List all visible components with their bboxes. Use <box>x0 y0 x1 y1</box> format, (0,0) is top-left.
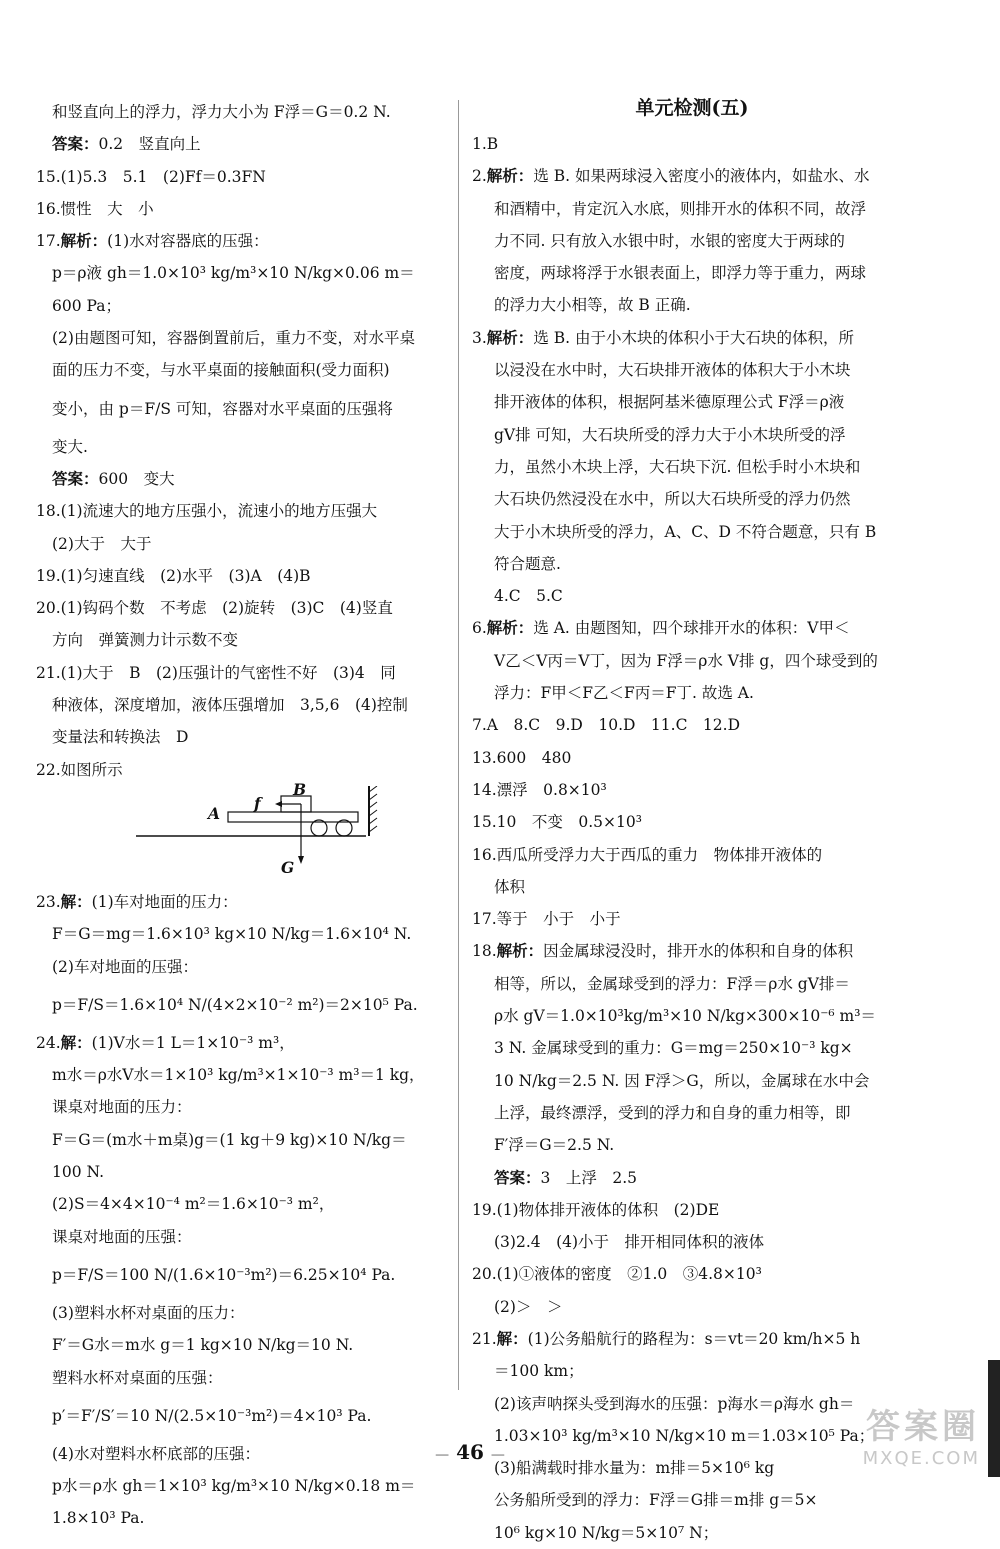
text-line: 10⁶ kg×10 N/kg＝5×10⁷ N； <box>494 1523 719 1542</box>
text-line: (3)船满载时排水量为：m排＝5×10⁶ kg <box>494 1459 775 1478</box>
page-edge-shadow <box>988 1360 1000 1477</box>
label-g: G <box>281 857 295 877</box>
text-line: ＝100 km； <box>494 1362 584 1381</box>
text-line: 力不同. 只有放入水银中时，水银的密度大于两球的 <box>494 231 845 250</box>
text-line: p水＝ρ水 gh＝1×10³ kg/m³×10 N/kg×0.18 m＝ <box>52 1477 416 1496</box>
text-line: 21.解：(1)公务船航行的路程为：s＝vt＝20 km/h×5 h <box>472 1328 861 1348</box>
column-divider <box>458 100 459 1390</box>
text-line: 18.解析：因金属球浸没时，排开水的体积和自身的体积 <box>472 941 854 961</box>
text-line: 21.(1)大于 B (2)压强计的气密性不好 (3)4 同 <box>36 663 396 682</box>
answer-line: 答案：0.2 竖直向上 <box>52 134 201 154</box>
text-line: 大石块仍然浸没在水中，所以大石块所受的浮力仍然 <box>494 490 851 509</box>
text-line: 24.解：(1)V水＝1 L＝1×10⁻³ m³， <box>36 1032 295 1052</box>
text-line: 课桌对地面的压力： <box>52 1098 192 1117</box>
text-line: 23.解：(1)车对地面的压力： <box>36 891 238 911</box>
text-line: 19.(1)物体排开液体的体积 (2)DE <box>472 1200 720 1219</box>
label-a: A <box>208 803 221 823</box>
text-line: 浮力：F甲＜F乙＜F丙＝F丁. 故选 A. <box>494 684 754 703</box>
text-line: 3.解析：选 B. 由于小木块的体积小于大石块的体积，所 <box>472 327 854 347</box>
right-column <box>472 96 892 1549</box>
answer-label: 答案： <box>52 134 99 154</box>
text-line: 1.B <box>472 135 499 153</box>
text-line: 600 Pa； <box>52 296 121 315</box>
text-line: 符合题意. <box>494 554 561 573</box>
text-line: 20.(1)①液体的密度 ②1.0 ③4.8×10³ <box>472 1265 762 1284</box>
label-f: f <box>254 793 261 813</box>
text-line: 和竖直向上的浮力，浮力大小为 F浮＝G＝0.2 N. <box>52 103 391 121</box>
solution-label: 解： <box>496 1328 528 1348</box>
text-line: 相等，所以，金属球受到的浮力：F浮＝ρ水 gV排＝ <box>494 974 850 993</box>
text-line: 上浮，最终漂浮，受到的浮力和自身的重力相等，即 <box>494 1103 851 1122</box>
text-line: 6.解析：选 A. 由题图知，四个球排开水的体积：V甲＜ <box>472 618 850 638</box>
text-line: p＝F/S＝1.6×10⁴ N/(4×2×10⁻² m²)＝2×10⁵ Pa. <box>52 995 418 1014</box>
text-line: 面的压力不变，与水平桌面的接触面积(受力面积) <box>52 361 390 380</box>
text-line: 种液体，深度增加，液体压强增加 3,5,6 (4)控制 <box>52 696 408 715</box>
text-line: p＝ρ液 gh＝1.0×10³ kg/m³×10 N/kg×0.06 m＝ <box>52 264 415 283</box>
text-line: F＝G＝mg＝1.6×10³ kg×10 N/kg＝1.6×10⁴ N. <box>52 925 412 944</box>
text-line: 10 N/kg＝2.5 N. 因 F浮＞G，所以，金属球在水中会 <box>494 1071 870 1090</box>
text-line: 的浮力大小相等，故 B 正确. <box>494 296 691 315</box>
text-line: 1.03×10³ kg/m³×10 N/kg×10 m＝1.03×10⁵ Pa； <box>494 1426 875 1445</box>
text-line: p′＝F′/S′＝10 N/(2.5×10⁻³m²)＝4×10³ Pa. <box>52 1406 372 1425</box>
text-line: 13.600 480 <box>472 748 572 767</box>
analysis-label: 解析： <box>486 166 534 186</box>
solution-label: 解： <box>60 891 92 911</box>
text-line: 大于小木块所受的浮力，A、C、D 不符合题意，只有 B <box>494 522 877 541</box>
text-line: F＝G＝(m水＋m桌)g＝(1 kg＋9 kg)×10 N/kg＝ <box>52 1130 407 1149</box>
page-number: — 46 — <box>435 1440 505 1464</box>
text-line: 15.10 不变 0.5×10³ <box>472 813 642 832</box>
text-line: 4.C 5.C <box>494 587 563 606</box>
analysis-label: 解析： <box>60 231 108 251</box>
text-line: 以浸没在水中时，大石块排开液体的体积大于小木块 <box>494 361 851 380</box>
text-line: 15.(1)5.3 5.1 (2)Ff＝0.3FN <box>36 167 266 186</box>
text-line: 100 N. <box>52 1163 105 1182</box>
answer-label: 答案： <box>494 1167 541 1187</box>
text-line: (2)大于 大于 <box>52 534 152 553</box>
left-column <box>36 96 456 1535</box>
text-line: (2)车对地面的压强： <box>52 957 198 976</box>
text-line: 体积 <box>494 877 526 896</box>
text-line: 2.解析：选 B. 如果两球浸入密度小的液体内，如盐水、水 <box>472 166 870 186</box>
text-line: p＝F/S＝100 N/(1.6×10⁻³m²)＝6.25×10⁴ Pa. <box>52 1265 396 1284</box>
text-line: 公务船所受到的浮力：F浮＝G排＝m排 g＝5× <box>494 1491 818 1510</box>
text-line: 方向 弹簧测力计示数不变 <box>52 631 239 650</box>
text-line: (4)水对塑料水杯底部的压强： <box>52 1444 260 1463</box>
text-line: (2)＞ ＞ <box>494 1297 563 1316</box>
text-line: 排开液体的体积，根据阿基米德原理公式 F浮＝ρ液 <box>494 393 845 412</box>
text-line: (2)该声呐探头受到海水的压强：p海水＝ρ海水 gh＝ <box>494 1394 855 1413</box>
text-line: V乙＜V丙＝V丁，因为 F浮＝ρ水 V排 g，四个球受到的 <box>494 651 878 670</box>
text-line: 16.惯性 大 小 <box>36 199 154 218</box>
text-line: 变小，由 p＝F/S 可知，容器对水平桌面的压强将 <box>52 399 393 418</box>
text-line: 和酒精中，肯定沉入水底，则排开水的体积不同，故浮 <box>494 199 867 218</box>
text-line: ρ水 gV＝1.0×10³kg/m³×10 N/kg×300×10⁻⁶ m³＝ <box>494 1007 876 1026</box>
text-line: F′浮＝G＝2.5 N. <box>494 1136 615 1155</box>
text-line: 密度，两球将浮于水银表面上，即浮力等于重力，两球 <box>494 264 867 283</box>
text-line: (2)由题图可知，容器倒置前后，重力不变，对水平桌 <box>52 329 415 348</box>
watermark-logo: 答案圈 MXQE.COM <box>862 1407 980 1469</box>
text-line: 22.如图所示 <box>36 760 123 779</box>
text-line: (2)S＝4×4×10⁻⁴ m²＝1.6×10⁻³ m²， <box>52 1195 335 1214</box>
text-line: 17.等于 小于 小于 <box>472 910 621 929</box>
text-line: 14.漂浮 0.8×10³ <box>472 780 607 799</box>
text-line: 3 N. 金属球受到的重力：G＝mg＝250×10⁻³ kg× <box>494 1039 853 1058</box>
text-line: 20.(1)钩码个数 不考虑 (2)旋转 (3)C (4)竖直 <box>36 599 393 618</box>
text-line: 课桌对地面的压强： <box>52 1227 192 1246</box>
text-line: 18.(1)流速大的地方压强小，流速小的地方压强大 <box>36 502 378 521</box>
text-line: 16.西瓜所受浮力大于西瓜的重力 物体排开液体的 <box>472 845 823 864</box>
text-line: 19.(1)匀速直线 (2)水平 (3)A (4)B <box>36 566 311 585</box>
text-line: (3)2.4 (4)小于 排开相同体积的液体 <box>494 1233 765 1252</box>
text-line: F′＝G水＝m水 g＝1 kg×10 N/kg＝10 N. <box>52 1336 354 1355</box>
text-line: 塑料水杯对桌面的压强： <box>52 1368 223 1387</box>
label-b: B <box>293 779 307 799</box>
text-line: 变大. <box>52 437 88 456</box>
text-line: 变量法和转换法 D <box>52 728 189 747</box>
answer-line: 答案：600 变大 <box>52 468 175 488</box>
force-diagram <box>36 779 456 886</box>
text-line: 力，虽然小木块上浮，大石块下沉. 但松手时小木块和 <box>494 457 861 476</box>
text-line: (3)塑料水杯对桌面的压力： <box>52 1303 245 1322</box>
text-line: gV排 可知，大石块所受的浮力大于小木块所受的浮 <box>494 425 846 444</box>
text-line: 17.解析：(1)水对容器底的压强： <box>36 231 269 251</box>
section-title: 单元检测(五) <box>635 97 749 119</box>
text-line: 7.A 8.C 9.D 10.D 11.C 12.D <box>472 716 741 735</box>
answer-line: 答案：3 上浮 2.5 <box>494 1167 638 1187</box>
text-line: m水＝ρ水V水＝1×10³ kg/m³×1×10⁻³ m³＝1 kg， <box>52 1066 425 1085</box>
text-line: 1.8×10³ Pa. <box>52 1509 145 1528</box>
